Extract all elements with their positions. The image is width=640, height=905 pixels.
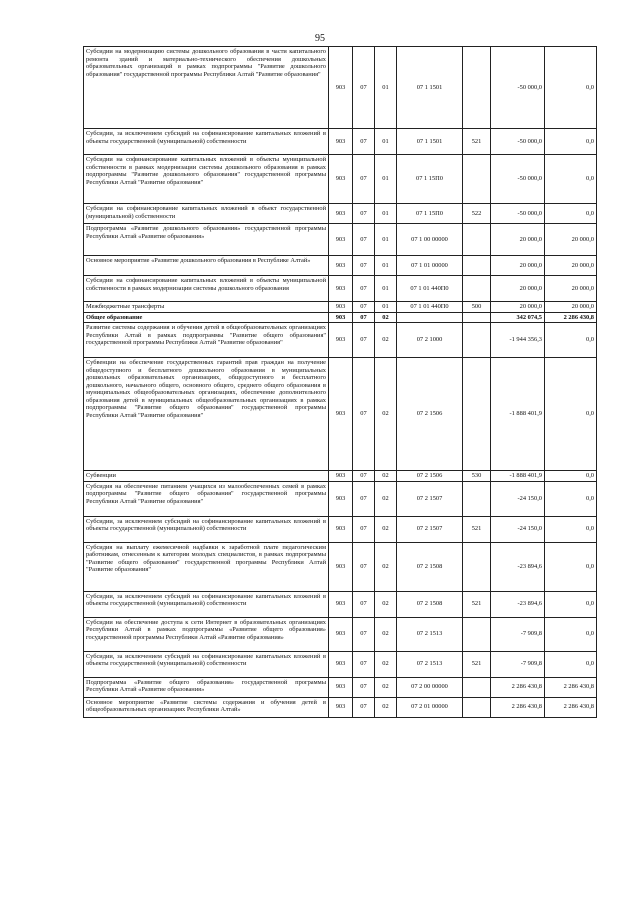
row-section-code: 07: [353, 312, 375, 323]
row-expense-type: 521: [463, 591, 491, 617]
row-amount-2: 2 286 430,8: [545, 697, 597, 717]
row-ved-code: 903: [329, 312, 353, 323]
row-ved-code: 903: [329, 697, 353, 717]
table-row: [84, 155, 597, 204]
row-amount-1: -50 000,0: [491, 47, 545, 129]
row-amount-2: 2 286 430,8: [545, 677, 597, 697]
row-section-code: 07: [353, 471, 375, 482]
row-subsection-code: 02: [375, 516, 397, 542]
row-amount-1: -1 888 401,9: [491, 471, 545, 482]
row-subsection-code: 01: [375, 47, 397, 129]
row-expense-type: 521: [463, 516, 491, 542]
row-amount-1: 20 000,0: [491, 302, 545, 313]
row-expense-type: [463, 155, 491, 204]
row-target-article: 07 2 1506: [397, 471, 463, 482]
row-section-code: 07: [353, 697, 375, 717]
row-target-article: 07 2 1508: [397, 591, 463, 617]
row-section-code: 07: [353, 651, 375, 677]
row-target-article: 07 1 01 440П0: [397, 276, 463, 302]
row-expense-type: 530: [463, 471, 491, 482]
row-section-code: 07: [353, 617, 375, 651]
row-amount-2: 20 000,0: [545, 302, 597, 313]
row-subsection-code: 01: [375, 276, 397, 302]
row-amount-1: 20 000,0: [491, 224, 545, 256]
row-name: Субвенции на обеспечение государственных гарантий прав граждан на получение общедоступного и бесплатного дошкольного образования в муниципальных дошкольных образовательных организациях, общедоступного и бесплатного дошкольного, начального общего, основного общего, среднего общего образования в муниципальных общеобразовательных организациях, обеспечение дополнительного образования детей в муниципальных общеобразовательных организациях в рамках подпрограммы "Развитие общего образования" государственной программы Республики Алтай "Развитие образования": [84, 358, 329, 471]
page-number: 95: [315, 33, 325, 44]
table-row: [84, 542, 597, 591]
row-target-article: 07 2 1507: [397, 481, 463, 516]
table-row: [84, 224, 597, 256]
row-section-code: 07: [353, 323, 375, 358]
row-subsection-code: 02: [375, 677, 397, 697]
row-target-article: 07 1 1501: [397, 47, 463, 129]
row-expense-type: [463, 677, 491, 697]
row-ved-code: 903: [329, 542, 353, 591]
budget-table: [83, 46, 597, 718]
row-subsection-code: 02: [375, 591, 397, 617]
row-section-code: 07: [353, 47, 375, 129]
row-name: Субсидии, за исключением субсидий на софинансирование капитальных вложений в объекты государственной (муниципальной) собственности: [84, 651, 329, 677]
table-row: [84, 129, 597, 155]
row-expense-type: [463, 312, 491, 323]
row-amount-1: 2 286 430,8: [491, 697, 545, 717]
row-section-code: 07: [353, 591, 375, 617]
row-name: Субсидии, за исключением субсидий на софинансирование капитальных вложений в объекты государственной (муниципальной) собственности: [84, 516, 329, 542]
row-subsection-code: 02: [375, 471, 397, 482]
table-row: [84, 651, 597, 677]
table-row: [84, 302, 597, 313]
row-expense-type: [463, 276, 491, 302]
row-section-code: 07: [353, 129, 375, 155]
table-row: [84, 276, 597, 302]
row-target-article: 07 1 15П0: [397, 204, 463, 224]
row-amount-2: 20 000,0: [545, 256, 597, 276]
table-row: [84, 591, 597, 617]
row-section-code: 07: [353, 224, 375, 256]
row-target-article: 07 2 1513: [397, 651, 463, 677]
row-ved-code: 903: [329, 155, 353, 204]
row-name: Субсидии на модернизацию системы дошкольного образования в части капитального ремонта зданий и материально-технического обеспечения дошкольных образовательных организаций в рамках подпрограммы "Развитие дошкольного образования" государственной программы Республики Алтай "Развитие образования": [84, 47, 329, 129]
row-subsection-code: 02: [375, 312, 397, 323]
table-row: [84, 47, 597, 129]
row-amount-1: -23 894,6: [491, 542, 545, 591]
row-subsection-code: 01: [375, 204, 397, 224]
row-subsection-code: 02: [375, 358, 397, 471]
row-expense-type: [463, 542, 491, 591]
row-target-article: 07 1 01 00000: [397, 256, 463, 276]
table-row: [84, 312, 597, 323]
row-amount-1: -50 000,0: [491, 204, 545, 224]
row-section-code: 07: [353, 155, 375, 204]
row-target-article: 07 2 00 00000: [397, 677, 463, 697]
row-amount-2: 0,0: [545, 516, 597, 542]
row-amount-2: 0,0: [545, 323, 597, 358]
row-name: Межбюджетные трансферты: [84, 302, 329, 313]
row-ved-code: 903: [329, 47, 353, 129]
row-ved-code: 903: [329, 358, 353, 471]
table-row: [84, 617, 597, 651]
row-amount-2: 0,0: [545, 617, 597, 651]
row-ved-code: 903: [329, 677, 353, 697]
row-target-article: 07 1 1501: [397, 129, 463, 155]
row-name: Субвенции: [84, 471, 329, 482]
row-amount-1: 20 000,0: [491, 256, 545, 276]
row-amount-2: 0,0: [545, 47, 597, 129]
row-subsection-code: 02: [375, 323, 397, 358]
row-amount-1: -23 894,6: [491, 591, 545, 617]
table-row: [84, 677, 597, 697]
row-subsection-code: 01: [375, 224, 397, 256]
row-amount-2: 0,0: [545, 129, 597, 155]
row-section-code: 07: [353, 276, 375, 302]
row-name: Субсидии, за исключением субсидий на софинансирование капитальных вложений в объекты государственной (муниципальной) собственности: [84, 129, 329, 155]
row-section-code: 07: [353, 481, 375, 516]
row-amount-2: 20 000,0: [545, 276, 597, 302]
row-name: Субсидии на софинансирование капитальных вложений в объекты муниципальной собственности в рамках модернизации системы дошкольного образования в рамках подпрограммы "Развитие дошкольного образования" государственной программы Республики Алтай "Развитие образования": [84, 155, 329, 204]
row-section-code: 07: [353, 256, 375, 276]
row-target-article: 07 1 01 440П0: [397, 302, 463, 313]
row-expense-type: [463, 224, 491, 256]
row-subsection-code: 02: [375, 617, 397, 651]
row-amount-2: 0,0: [545, 358, 597, 471]
row-amount-1: -7 909,8: [491, 651, 545, 677]
row-expense-type: [463, 358, 491, 471]
row-target-article: 07 2 01 00000: [397, 697, 463, 717]
row-ved-code: 903: [329, 302, 353, 313]
row-amount-2: 20 000,0: [545, 224, 597, 256]
row-amount-1: 342 074,5: [491, 312, 545, 323]
row-ved-code: 903: [329, 129, 353, 155]
row-expense-type: [463, 617, 491, 651]
row-target-article: 07 2 1506: [397, 358, 463, 471]
table-row: [84, 256, 597, 276]
row-name: Развитие системы содержания и обучения детей в общеобразовательных организациях Республики Алтай в рамках подпрограммы "Развитие общего образования" государственной программы Республики Алтай "Развитие образования": [84, 323, 329, 358]
row-section-code: 07: [353, 204, 375, 224]
row-ved-code: 903: [329, 276, 353, 302]
row-expense-type: 521: [463, 651, 491, 677]
row-ved-code: 903: [329, 224, 353, 256]
row-section-code: 07: [353, 542, 375, 591]
row-subsection-code: 01: [375, 302, 397, 313]
row-amount-2: 0,0: [545, 481, 597, 516]
row-amount-2: 0,0: [545, 155, 597, 204]
row-name: Подпрограмма «Развитие общего образования» государственной программы Республики Алтай «Развитие образования»: [84, 677, 329, 697]
row-amount-1: -24 150,0: [491, 481, 545, 516]
row-expense-type: [463, 47, 491, 129]
row-amount-2: 0,0: [545, 591, 597, 617]
row-name: Субсидия на обеспечение питанием учащихся из малообеспеченных семей в рамках подпрограммы "Развитие общего образования" государственной программы Республики Алтай "Развитие образования": [84, 481, 329, 516]
row-ved-code: 903: [329, 651, 353, 677]
row-amount-2: 0,0: [545, 542, 597, 591]
row-expense-type: 500: [463, 302, 491, 313]
row-amount-1: -24 150,0: [491, 516, 545, 542]
table-row: [84, 358, 597, 471]
row-target-article: 07 2 1513: [397, 617, 463, 651]
row-name: Субсидия на выплату ежемесячной надбавки к заработной плате педагогическим работникам, отнесенным к категории молодых специалистов, в рамках подпрограммы "Развитие общего образования" государственной программы Республики Алтай "Развитие образования": [84, 542, 329, 591]
row-expense-type: [463, 256, 491, 276]
row-amount-1: 2 286 430,8: [491, 677, 545, 697]
table-row: [84, 471, 597, 482]
row-expense-type: [463, 323, 491, 358]
row-subsection-code: 02: [375, 697, 397, 717]
row-ved-code: 903: [329, 204, 353, 224]
row-target-article: 07 2 1508: [397, 542, 463, 591]
row-section-code: 07: [353, 302, 375, 313]
row-target-article: 07 2 1507: [397, 516, 463, 542]
row-target-article: 07 2 1000: [397, 323, 463, 358]
row-name: Субсидии на обеспечение доступа к сети Интернет в образовательных организациях Республики Алтай в рамках подпрограммы «Развитие общего образования» государственной программы Республики Алтай «Развитие образования»: [84, 617, 329, 651]
row-section-code: 07: [353, 677, 375, 697]
row-subsection-code: 01: [375, 256, 397, 276]
row-amount-1: -1 888 401,9: [491, 358, 545, 471]
row-ved-code: 903: [329, 323, 353, 358]
row-subsection-code: 01: [375, 155, 397, 204]
row-subsection-code: 02: [375, 542, 397, 591]
table-row: [84, 204, 597, 224]
row-expense-type: [463, 697, 491, 717]
table-row: [84, 516, 597, 542]
row-expense-type: 521: [463, 129, 491, 155]
budget-rows: [84, 47, 597, 718]
row-ved-code: 903: [329, 471, 353, 482]
row-ved-code: 903: [329, 617, 353, 651]
row-name: Общее образование: [84, 312, 329, 323]
row-subsection-code: 02: [375, 651, 397, 677]
row-amount-2: 0,0: [545, 204, 597, 224]
row-ved-code: 903: [329, 481, 353, 516]
table-row: [84, 697, 597, 717]
row-amount-1: 20 000,0: [491, 276, 545, 302]
row-target-article: [397, 312, 463, 323]
row-expense-type: 522: [463, 204, 491, 224]
row-amount-1: -7 909,8: [491, 617, 545, 651]
row-ved-code: 903: [329, 256, 353, 276]
row-expense-type: [463, 481, 491, 516]
row-name: Субсидии, за исключением субсидий на софинансирование капитальных вложений в объекты государственной (муниципальной) собственности: [84, 591, 329, 617]
row-amount-2: 0,0: [545, 471, 597, 482]
row-target-article: 07 1 15П0: [397, 155, 463, 204]
row-amount-1: -50 000,0: [491, 155, 545, 204]
row-section-code: 07: [353, 516, 375, 542]
row-ved-code: 903: [329, 516, 353, 542]
row-name: Субсидии на софинансирование капитальных вложений в объекты муниципальной собственности в рамках модернизации системы дошкольного образования: [84, 276, 329, 302]
row-name: Основное мероприятие «Развитие дошкольного образования в Республике Алтай»: [84, 256, 329, 276]
row-name: Основное мероприятие «Развитие системы содержания и обучения детей в общеобразовательных организациях Республики Алтай»: [84, 697, 329, 717]
row-name: Подпрограмма «Развитие дошкольного образования» государственной программы Республики Алтай «Развитие образования»: [84, 224, 329, 256]
row-section-code: 07: [353, 358, 375, 471]
row-target-article: 07 1 00 00000: [397, 224, 463, 256]
row-subsection-code: 02: [375, 481, 397, 516]
row-name: Субсидии на софинансирование капитальных вложений в объект государственной (муниципальной) собственности: [84, 204, 329, 224]
row-amount-2: 2 286 430,8: [545, 312, 597, 323]
row-amount-1: -1 944 356,3: [491, 323, 545, 358]
table-row: [84, 481, 597, 516]
row-amount-2: 0,0: [545, 651, 597, 677]
row-ved-code: 903: [329, 591, 353, 617]
table-row: [84, 323, 597, 358]
row-amount-1: -50 000,0: [491, 129, 545, 155]
row-subsection-code: 01: [375, 129, 397, 155]
